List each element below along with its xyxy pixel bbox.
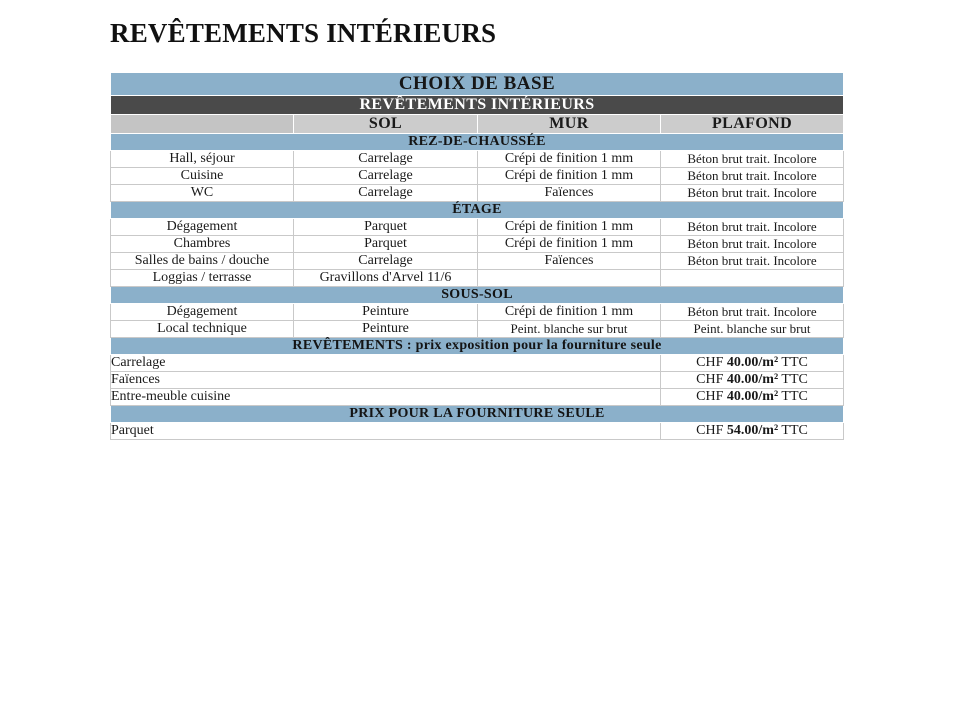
section-header-row	[111, 338, 844, 355]
price-amount: 40.00/m²	[726, 389, 779, 404]
plafond-value: Béton brut trait. Incolore	[661, 219, 844, 236]
page-title: REVÊTEMENTS INTÉRIEURS	[110, 18, 497, 48]
price-value	[661, 423, 844, 440]
price-suffix: TTC	[778, 389, 808, 404]
sol-value: Parquet	[294, 236, 478, 253]
mur-value: Crépi de finition 1 mm	[478, 219, 661, 236]
table-sub-title: REVÊTEMENTS INTÉRIEURS	[111, 96, 844, 115]
plafond-value: Béton brut trait. Incolore	[661, 168, 844, 185]
table-main-title: CHOIX DE BASE	[111, 73, 844, 96]
table-row	[111, 219, 844, 236]
room-label: Local technique	[111, 321, 294, 338]
price-currency: CHF	[696, 389, 727, 404]
table-subtitle-row	[111, 96, 844, 115]
price-currency: CHF	[696, 372, 727, 387]
mur-value: Crépi de finition 1 mm	[478, 236, 661, 253]
plafond-value: Peint. blanche sur brut	[661, 321, 844, 338]
column-header-plafond: PLAFOND	[661, 115, 844, 134]
price-amount: 54.00/m²	[726, 423, 779, 438]
room-label: Loggias / terrasse	[111, 270, 294, 287]
room-label: Dégagement	[111, 304, 294, 321]
mur-value: Crépi de finition 1 mm	[478, 304, 661, 321]
price-row	[111, 355, 844, 372]
mur-value: Crépi de finition 1 mm	[478, 151, 661, 168]
price-suffix: TTC	[778, 372, 808, 387]
sol-value: Peinture	[294, 321, 478, 338]
plafond-value	[661, 270, 844, 287]
table-title-row	[111, 73, 844, 96]
table-header-row	[111, 115, 844, 134]
plafond-value: Béton brut trait. Incolore	[661, 304, 844, 321]
section-title-rez-de-chaussee: REZ-DE-CHAUSSÉE	[111, 134, 844, 151]
price-row	[111, 389, 844, 406]
section-header-row	[111, 134, 844, 151]
mur-value: Peint. blanche sur brut	[478, 321, 661, 338]
mur-value: Faïences	[478, 253, 661, 270]
price-row	[111, 372, 844, 389]
table-row	[111, 236, 844, 253]
sol-value: Carrelage	[294, 151, 478, 168]
plafond-value: Béton brut trait. Incolore	[661, 253, 844, 270]
column-header-sol: SOL	[294, 115, 478, 134]
section-header-row	[111, 287, 844, 304]
price-amount: 40.00/m²	[726, 355, 779, 370]
table-row	[111, 185, 844, 202]
table-row	[111, 253, 844, 270]
price-value	[661, 355, 844, 372]
table-row	[111, 168, 844, 185]
price-label: Carrelage	[111, 355, 661, 372]
room-label: Dégagement	[111, 219, 294, 236]
section-title-etage: ÉTAGE	[111, 202, 844, 219]
column-header-blank	[111, 115, 294, 134]
table-row	[111, 270, 844, 287]
price-currency: CHF	[696, 355, 727, 370]
price-currency: CHF	[696, 423, 727, 438]
mur-value: Faïences	[478, 185, 661, 202]
sol-value: Gravillons d'Arvel 11/6	[294, 270, 478, 287]
plafond-value: Béton brut trait. Incolore	[661, 151, 844, 168]
mur-value	[478, 270, 661, 287]
room-label: WC	[111, 185, 294, 202]
price-value	[661, 372, 844, 389]
section-title-prix-fourniture: PRIX POUR LA FOURNITURE SEULE	[111, 406, 844, 423]
coverings-table	[110, 72, 844, 440]
plafond-value: Béton brut trait. Incolore	[661, 185, 844, 202]
section-title-sous-sol: SOUS-SOL	[111, 287, 844, 304]
sol-value: Peinture	[294, 304, 478, 321]
section-header-row	[111, 202, 844, 219]
price-row	[111, 423, 844, 440]
room-label: Hall, séjour	[111, 151, 294, 168]
table-row	[111, 304, 844, 321]
mur-value: Crépi de finition 1 mm	[478, 168, 661, 185]
price-label: Entre-meuble cuisine	[111, 389, 661, 406]
table-row	[111, 321, 844, 338]
room-label: Chambres	[111, 236, 294, 253]
table-row	[111, 151, 844, 168]
column-header-mur: MUR	[478, 115, 661, 134]
section-header-row	[111, 406, 844, 423]
sol-value: Carrelage	[294, 185, 478, 202]
sol-value: Parquet	[294, 219, 478, 236]
price-value	[661, 389, 844, 406]
room-label: Salles de bains / douche	[111, 253, 294, 270]
price-label: Parquet	[111, 423, 661, 440]
coverings-table-container	[110, 72, 843, 440]
section-title-revetements-prix: REVÊTEMENTS : prix exposition pour la fourniture seule	[111, 338, 844, 355]
plafond-value: Béton brut trait. Incolore	[661, 236, 844, 253]
price-suffix: TTC	[778, 423, 808, 438]
price-suffix: TTC	[778, 355, 808, 370]
sol-value: Carrelage	[294, 253, 478, 270]
sol-value: Carrelage	[294, 168, 478, 185]
room-label: Cuisine	[111, 168, 294, 185]
price-amount: 40.00/m²	[726, 372, 779, 387]
price-label: Faïences	[111, 372, 661, 389]
